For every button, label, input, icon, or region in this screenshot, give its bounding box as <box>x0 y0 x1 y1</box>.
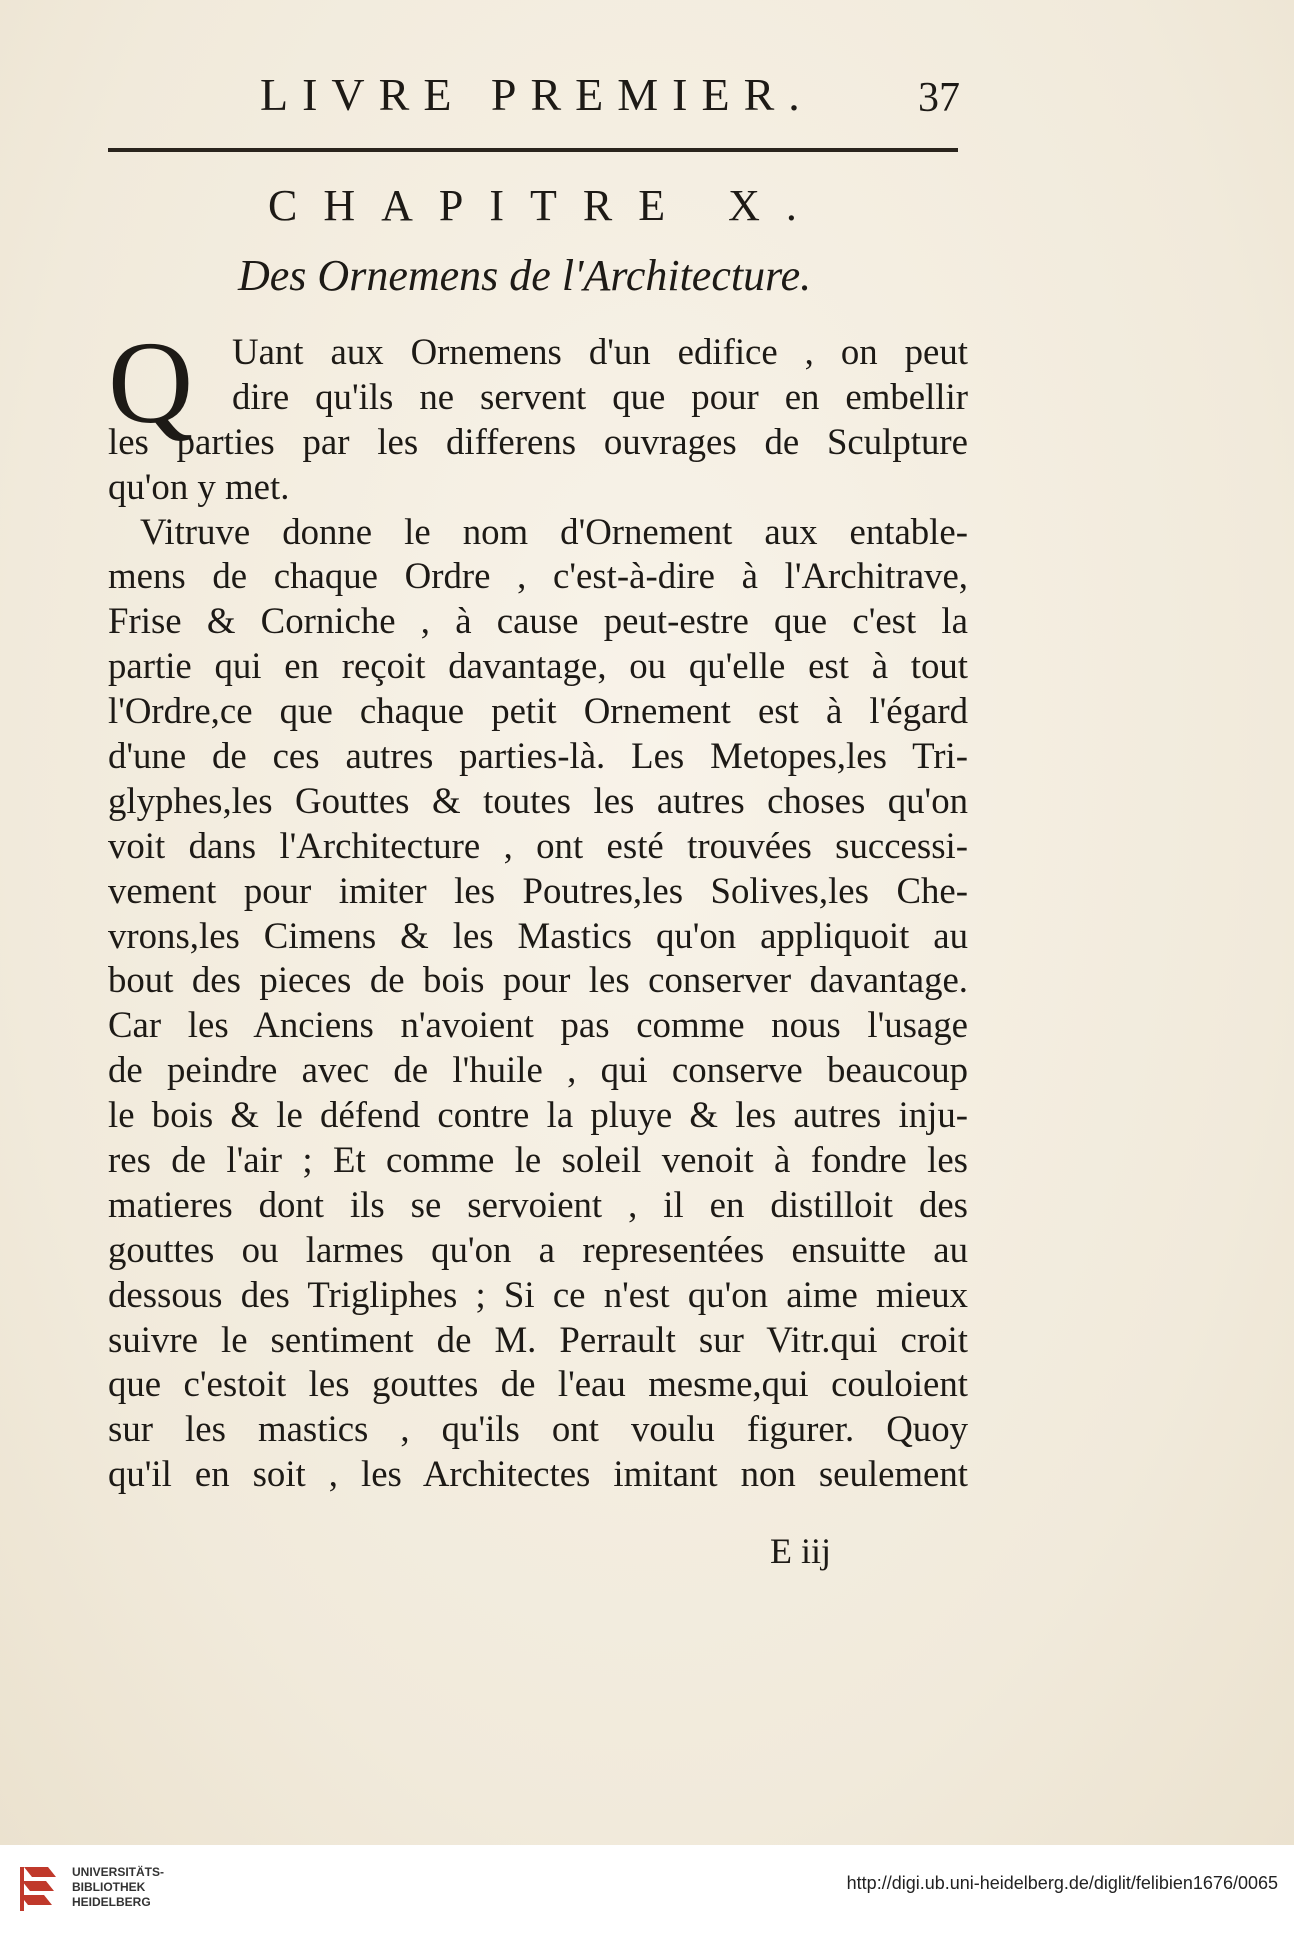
text-line: glyphes,les Gouttes & toutes les autres choses qu'on <box>108 779 968 821</box>
page-number: 37 <box>918 75 960 121</box>
text-line: res de l'air ; Et comme le soleil venoit à fondre les <box>108 1139 968 1181</box>
running-head: LIVRE PREMIER. <box>260 69 814 120</box>
text-line: Frise & Corniche , à cause peut-estre que c'est la <box>108 600 968 642</box>
library-logo-icon <box>18 1863 62 1915</box>
text-line: qu'on y met. <box>108 465 290 507</box>
text-line: vement pour imiter les Poutres,les Solives,les Che- <box>108 869 968 911</box>
library-name-line: BIBLIOTHEK <box>72 1880 146 1894</box>
text-line: l'Ordre,ce que chaque petit Ornement est à l'égard <box>108 690 968 732</box>
body-text <box>108 317 968 1497</box>
source-url[interactable]: http://digi.ub.uni-heidelberg.de/diglit/felibien1676/0065 <box>846 1873 1278 1893</box>
text-line: d'une de ces autres parties-là. Les Metopes,les Tri- <box>108 735 968 777</box>
text-line: vrons,les Cimens & les Mastics qu'on appliquoit au <box>108 914 968 956</box>
chapter-title: Des Ornemens de l'Architecture. <box>238 251 812 300</box>
text-line: Car les Anciens n'avoient pas comme nous l'usage <box>108 1004 968 1046</box>
text-line: sur les mastics , qu'ils ont voulu figurer. Quoy <box>108 1408 968 1450</box>
text-line: dessous des Trigliphes ; Si ce n'est qu'on aime mieux <box>108 1273 968 1315</box>
text-line: qu'il en soit , les Architectes imitant non seulement <box>108 1453 968 1495</box>
header-rule <box>108 148 958 152</box>
signature-mark: E iij <box>770 1531 831 1571</box>
chapter-heading: CHAPITRE X. <box>268 181 823 230</box>
text-line: le bois & le défend contre la pluye & les autres inju- <box>108 1094 968 1136</box>
text-line: gouttes ou larmes qu'on a representées ensuitte au <box>108 1228 968 1270</box>
text-line: les parties par les differens ouvrages de Sculpture <box>108 420 968 462</box>
library-name-line: HEIDELBERG <box>72 1895 151 1909</box>
text-line: partie qui en reçoit davantage, ou qu'elle est à tout <box>108 645 968 687</box>
text-line: dire qu'ils ne servent que pour en embellir <box>232 375 968 417</box>
footer-bar <box>0 1845 1294 1938</box>
drop-cap: Q <box>108 317 194 448</box>
text-line: bout des pieces de bois pour les conserver davantage. <box>108 959 968 1001</box>
text-line: Uant aux Ornemens d'un edifice , on peut <box>232 331 968 372</box>
text-line: mens de chaque Ordre , c'est-à-dire à l'Architrave, <box>108 555 968 597</box>
text-line: voit dans l'Architecture , ont esté trouvées successi- <box>108 824 968 866</box>
text-line: suivre le sentiment de M. Perrault sur Vitr.qui croit <box>108 1318 968 1360</box>
text-line: que c'estoit les gouttes de l'eau mesme,qui couloient <box>108 1363 968 1405</box>
text-line: matieres dont ils se servoient , il en distilloit des <box>108 1183 968 1225</box>
text-line: de peindre avec de l'huile , qui conserve beaucoup <box>108 1049 968 1091</box>
library-name-line: UNIVERSITÄTS- <box>72 1865 165 1879</box>
library-name <box>72 1865 164 1910</box>
text-line: Vitruve donne le nom d'Ornement aux entable- <box>140 510 968 552</box>
